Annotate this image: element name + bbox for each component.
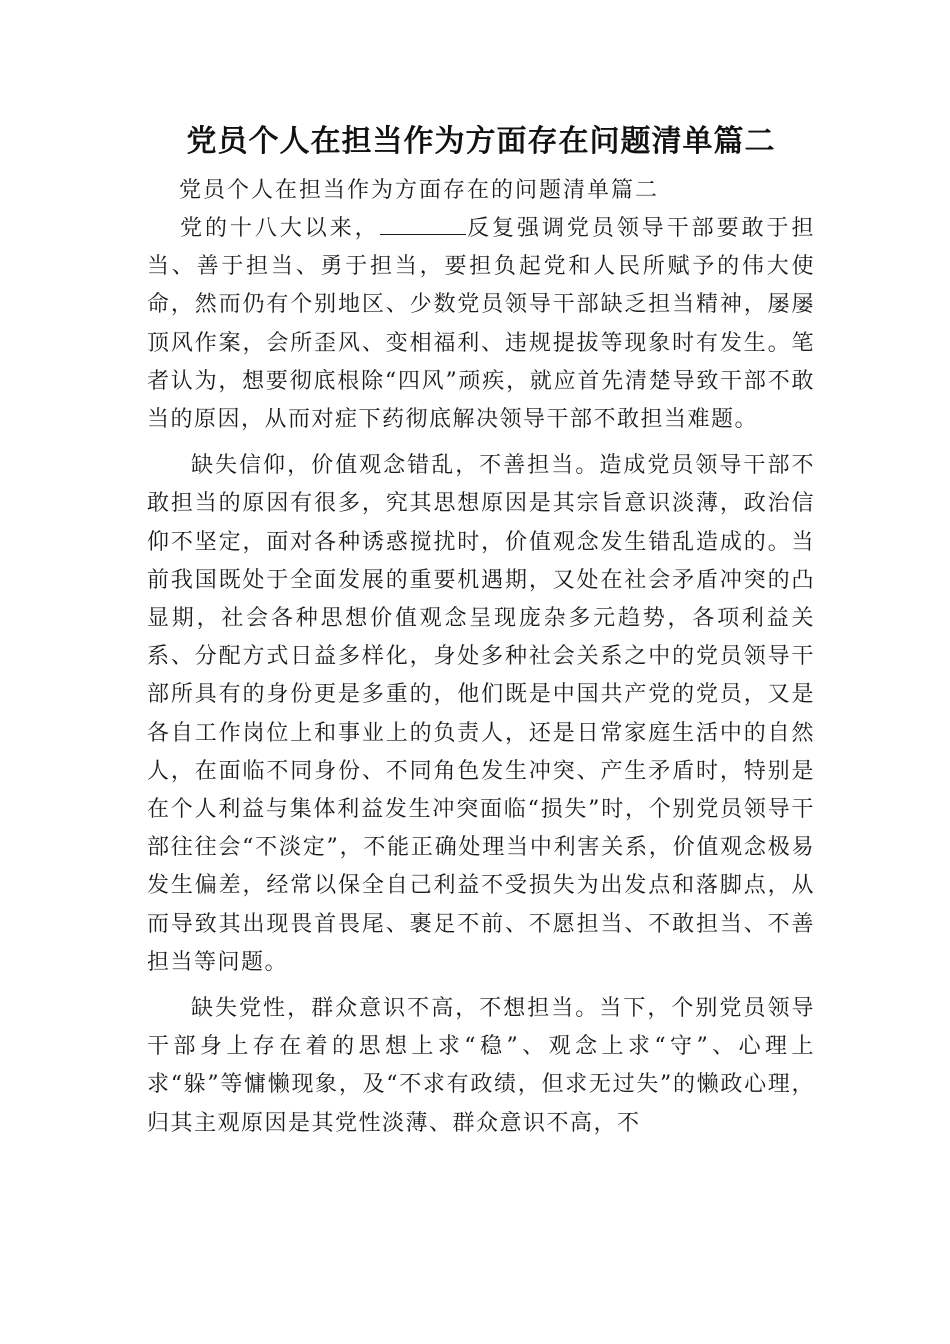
document-subtitle: 党员个人在担当作为方面存在的问题清单篇二	[179, 178, 660, 203]
paragraph-intro-lead: 党的十八大以来，	[180, 216, 380, 241]
fill-in-blank	[380, 212, 466, 235]
paragraph-party-spirit: 缺失党性，群众意识不高，不想担当。当下，个别党员领导干部身上存在着的思想上求“稳”、观念上求“守”、心理上求“躲”等慵懒现象，及“不求有政绩，但求无过失”的懒政心理，归其主观原因是其党性淡薄、群众意识不高，不	[147, 996, 815, 1136]
paragraph-faith: 缺失信仰，价值观念错乱，不善担当。造成党员领导干部不敢担当的原因有很多，究其思想原因是其宗旨意识淡薄，政治信仰不坚定，面对各种诱惑搅扰时，价值观念发生错乱造成的。当前我国既处于全面发展的重要机遇期，又处在社会矛盾冲突的凸显期，社会各种思想价值观念呈现庞杂多元趋势，各项利益关系、分配方式日益多样化，身处多种社会关系之中的党员领导干部所具有的身份更是多重的，他们既是中国共产党的党员，又是各自工作岗位上和事业上的负责人，还是日常家庭生活中的自然人，在面临不同身份、不同角色发生冲突、产生矛盾时，特别是在个人利益与集体利益发生冲突面临“损失”时，个别党员领导干部往往会“不淡定”，不能正确处理当中利害关系，价值观念极易发生偏差，经常以保全自己利益不受损失为出发点和落脚点，从而导致其出现畏首畏尾、裹足不前、不愿担当、不敢担当、不善担当等问题。	[147, 453, 815, 975]
paragraph-intro-body: 反复强调党员领导干部要敢于担当、善于担当、勇于担当，要担负起党和人民所赋予的伟大使命，然而仍有个别地区、少数党员领导干部缺乏担当精神，屡屡顶风作案，会所歪风、变相福利、违规提拔等现象时有发生。笔者认为，想要彻底根除“四风”顽疾，就应首先清楚导致干部不敢当的原因，从而对症下药彻底解决领导干部不敢担当难题。	[147, 216, 815, 433]
document-page	[147, 118, 815, 1143]
document-title: 党员个人在担当作为方面存在问题清单篇二	[186, 124, 776, 159]
paragraph-intro	[147, 210, 815, 439]
